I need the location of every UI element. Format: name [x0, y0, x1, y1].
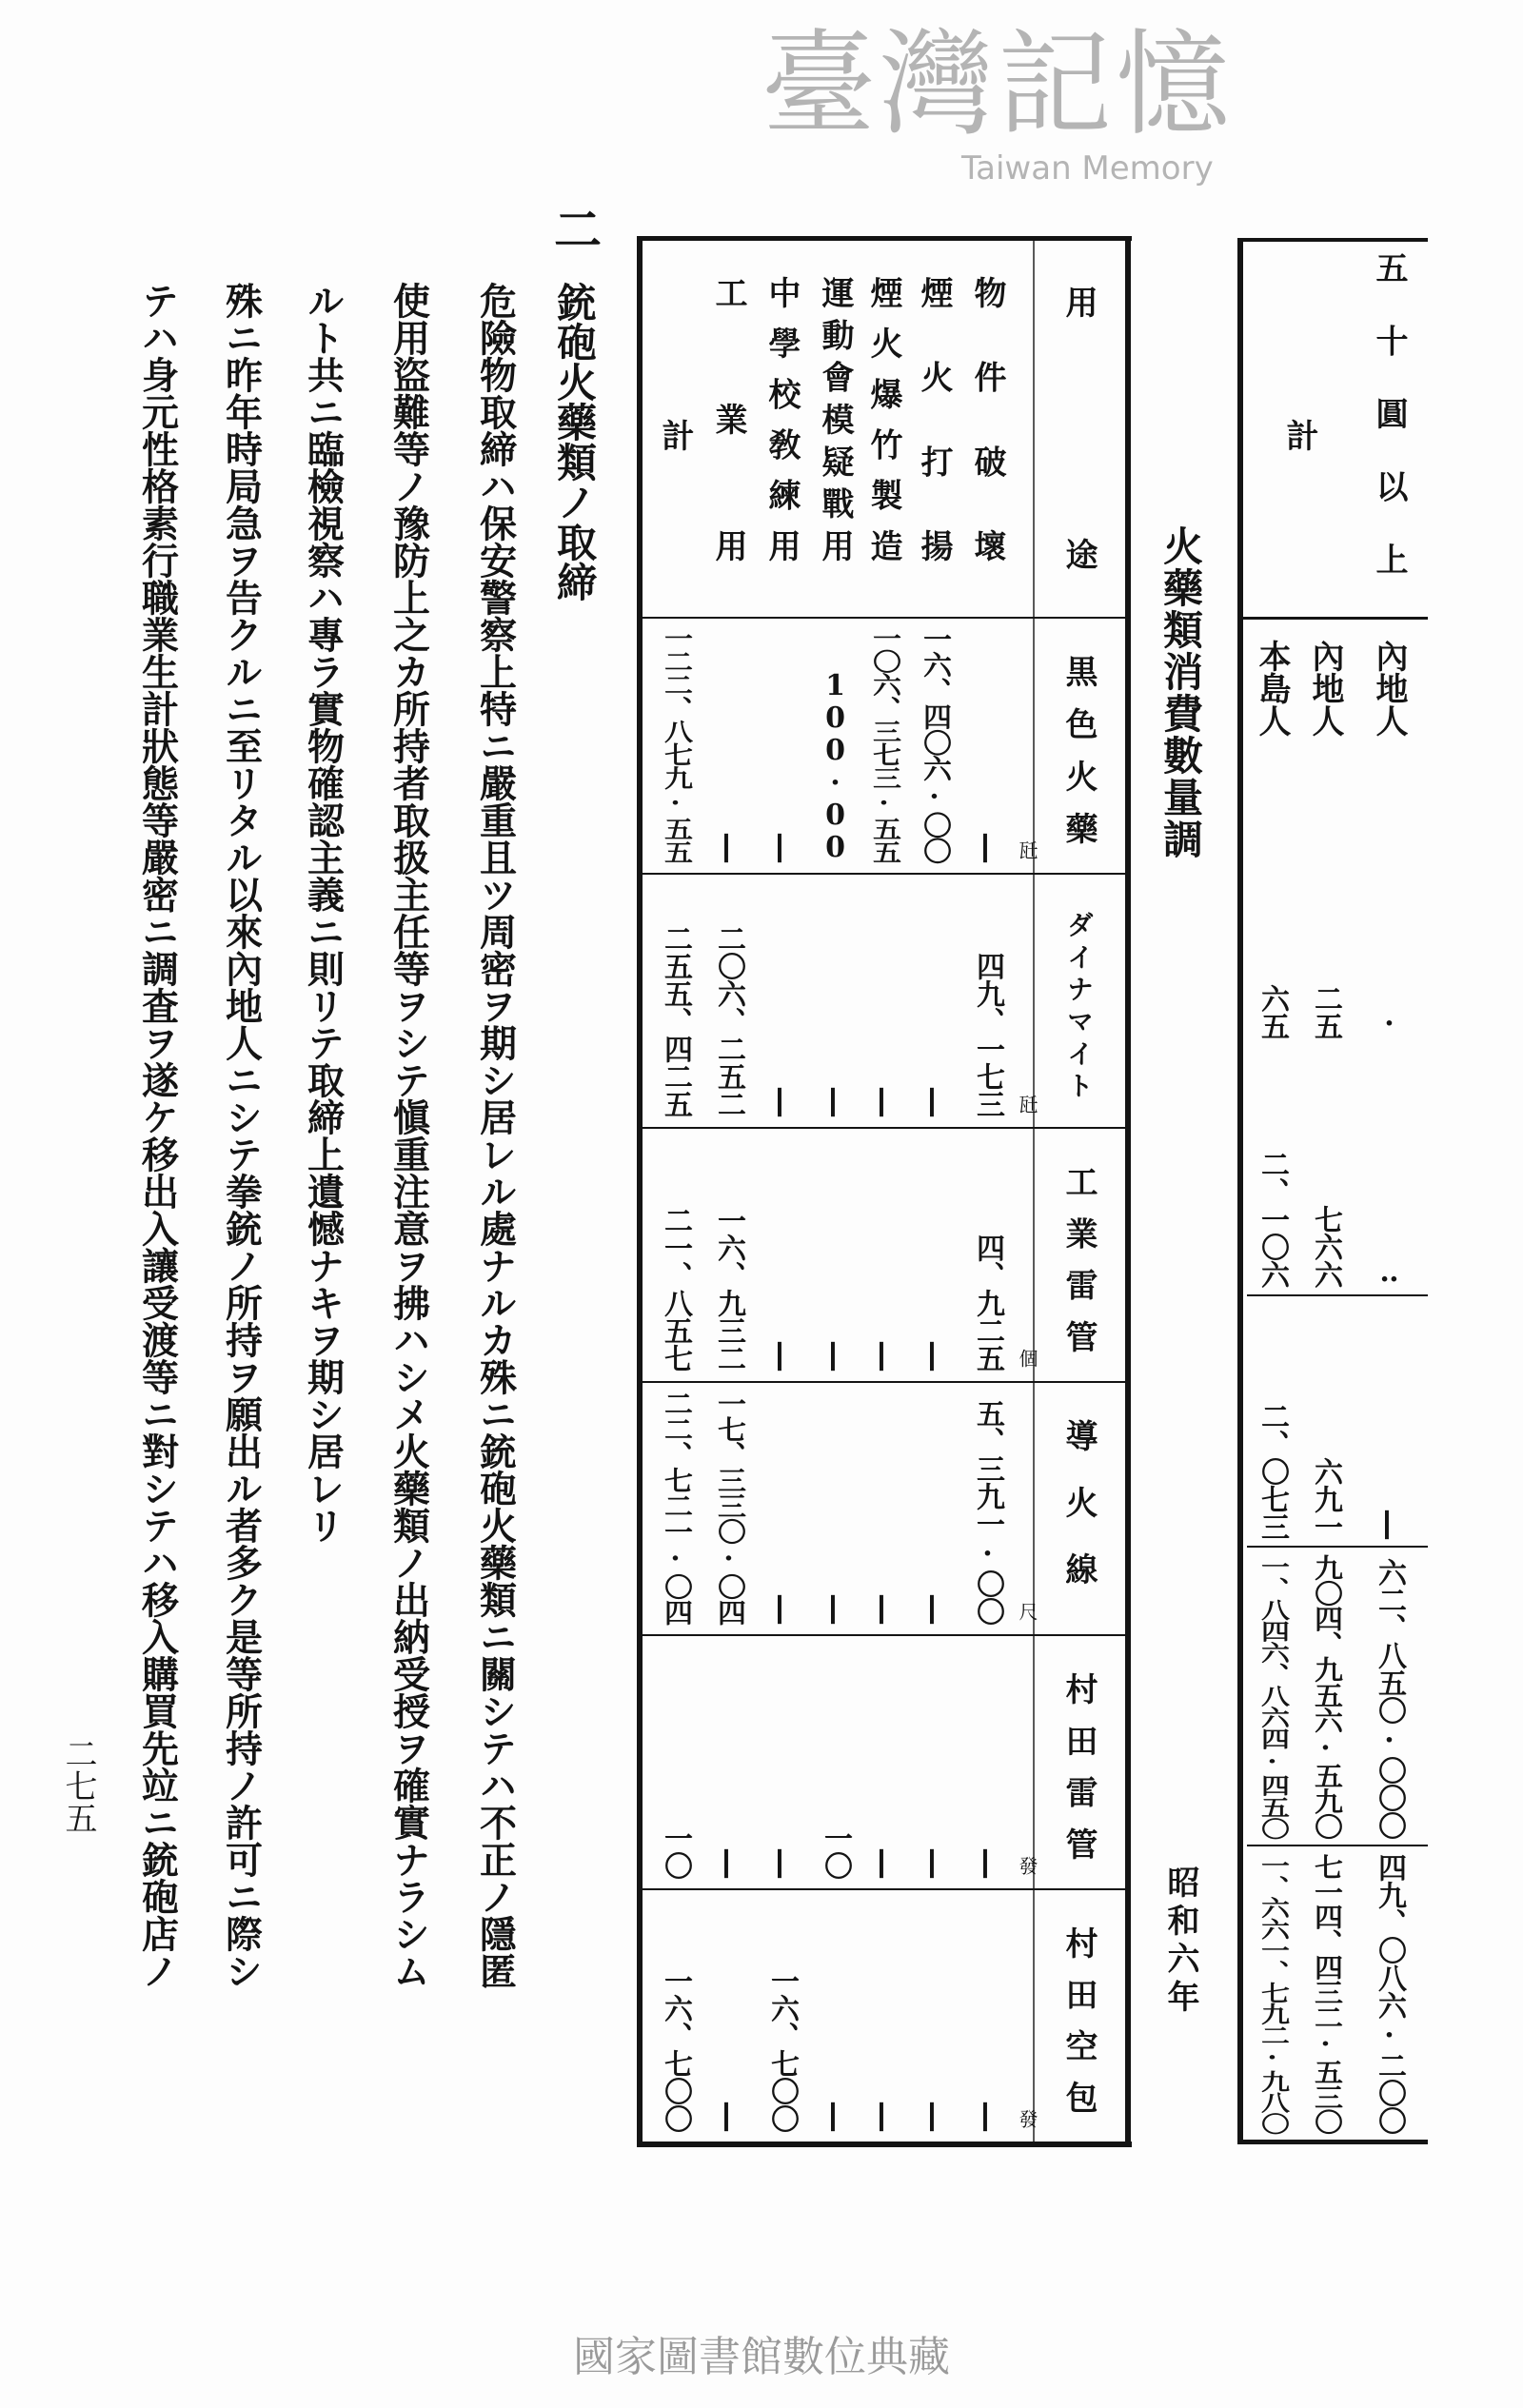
table-cell: —: [1370, 1509, 1408, 1540]
table-border: [1237, 238, 1243, 2143]
table-cell: —: [709, 832, 747, 863]
table-title: 火藥類消費數量調: [1157, 525, 1204, 860]
table-cell: 七六六: [1309, 1205, 1342, 1288]
table-cell: —: [915, 1086, 953, 1117]
table-cell: 一、六六一、七九二·九八〇: [1256, 1854, 1289, 2134]
table-cell: 四九、〇八六·二〇〇: [1373, 1853, 1406, 2134]
column-header: 煙火打揚: [915, 276, 953, 562]
header-total: 計: [1280, 419, 1318, 451]
table-cell: 一二二、八七九·五五: [659, 625, 692, 863]
table-cell: 一六、七〇〇: [659, 1966, 692, 2132]
table-cell: —: [816, 2101, 854, 2132]
column-header: 煙火爆竹製造: [864, 276, 902, 562]
page-number: 二七五: [59, 1737, 97, 1834]
row-divider: [643, 873, 1125, 875]
section-number: 二: [546, 205, 603, 252]
table-cell: ‥: [1373, 1255, 1406, 1288]
table-cell: —: [762, 1847, 801, 1879]
subheader-naichijin: 內地人: [1370, 640, 1408, 737]
watermark-subtitle: Taiwan Memory: [961, 149, 1214, 188]
table-cell: —: [915, 1340, 953, 1372]
header-fifty-yen-above: 五十圓以上: [1370, 251, 1408, 575]
table-cell: —: [816, 1086, 854, 1117]
unit-label: 個: [1016, 1349, 1038, 1368]
table-cell: 100·00: [819, 669, 852, 863]
table-cell: —: [968, 1847, 1006, 1879]
table-cell: —: [762, 1086, 801, 1117]
table-border: [1237, 2140, 1428, 2144]
body-line: 殊ニ昨年時局急ヲ告クルニ至リタル以來內地人ニシテ拳銃ノ所持ヲ願出ル者多ク是等所持ノ許可ニ際シ: [219, 282, 264, 1989]
table-cell: —: [864, 1847, 902, 1879]
row-item-label: 工業雷管: [1059, 1165, 1098, 1352]
body-line: 危險物取締ハ保安警察上特ニ嚴重且ツ周密ヲ期シ居レル處ナルカ殊ニ銃砲火藥類ニ關シテハ不正ノ隱匿: [473, 282, 518, 1989]
table-cell: 二、〇七三: [1256, 1402, 1289, 1540]
footer-archive-label: 國家圖書館數位典藏: [573, 2333, 950, 2381]
unit-label: 尺: [1016, 1602, 1038, 1621]
row-divider: [1247, 1546, 1428, 1548]
table-cell: —: [915, 1847, 953, 1879]
column-header: 物件破壞: [968, 276, 1006, 562]
table-cell: —: [864, 1086, 902, 1117]
unit-label: 發: [1016, 1856, 1038, 1875]
table-border: [1237, 238, 1428, 242]
subheader-naichijin-total: 內地人: [1306, 640, 1344, 737]
table-cell: —: [915, 2101, 953, 2132]
table-cell: 一〇: [819, 1824, 852, 1879]
subheader-hontojin: 本島人: [1253, 640, 1291, 737]
row-item-label: ダイナマイト: [1063, 911, 1095, 1098]
section-heading: 銃砲火藥類ノ取締: [551, 282, 598, 602]
table-cell: 九〇四、九五六·五九〇: [1309, 1554, 1342, 1839]
table-cell: —: [762, 1340, 801, 1372]
row-item-label: 導火線: [1059, 1419, 1098, 1585]
unit-label: 瓩: [1016, 1095, 1038, 1114]
table-cell: —: [709, 2101, 747, 2132]
table-cell: 六九一: [1309, 1457, 1342, 1540]
table-cell: 一〇: [659, 1824, 692, 1879]
table-cell: 一、八四六、八六四·四五〇: [1256, 1555, 1289, 1839]
table-cell: 二、一〇六: [1256, 1150, 1289, 1288]
table-year: 昭和六年: [1161, 1865, 1199, 2018]
row-divider: [643, 1888, 1125, 1890]
table-cell: 二五: [1309, 984, 1342, 1039]
row-divider: [643, 1634, 1125, 1636]
row-divider: [1247, 1845, 1428, 1846]
table-cell: —: [864, 2101, 902, 2132]
column-header: 運動會模疑戰用: [816, 276, 854, 562]
column-header: 工業用: [709, 276, 747, 562]
column-header: 中學校敎練用: [762, 276, 801, 562]
table-cell: 一六、四〇六·〇〇: [918, 625, 951, 863]
table-cell: 一七、三三〇·〇四: [712, 1390, 745, 1625]
table-cell: —: [816, 1593, 854, 1625]
body-line: テハ身元性格素行職業生計狀態等嚴密ニ調査ヲ遂ケ移出入讓受渡等ニ對シテハ移入購買先竝ニ銃砲店ノ: [135, 282, 180, 1989]
body-line: 使用盜難等ノ豫防上之カ所持者取扱主任等ヲシテ愼重注意ヲ拂ハシメ火藥類ノ出納受授ヲ確實ナラシム: [386, 282, 431, 1989]
row-divider: [643, 1381, 1125, 1383]
table-cell: 一六、九三二: [712, 1206, 745, 1372]
unit-label: 瓩: [1016, 840, 1038, 859]
body-line: ルト共ニ臨檢視察ハ專ラ實物確認主義ニ則リテ取締上遺憾ナキヲ期シ居レリ: [301, 282, 346, 1544]
watermark-logo: 臺灣記憶: [762, 19, 1234, 151]
table-cell: ·: [1373, 1007, 1406, 1039]
table-cell: —: [762, 1593, 801, 1625]
unit-label: 發: [1016, 2109, 1038, 2128]
row-divider: [643, 1127, 1125, 1129]
table-cell: 二〇六、二五二: [712, 924, 745, 1117]
table-cell: —: [968, 2101, 1006, 2132]
table-cell: 二五五、四二五: [659, 924, 692, 1117]
table-cell: 二一、八五七: [659, 1206, 692, 1372]
row-item-label: 黒色火藥: [1059, 655, 1098, 844]
table-cell: —: [816, 1340, 854, 1372]
header-use-2: 途: [1059, 538, 1098, 570]
table-cell: 四、九二五: [971, 1234, 1004, 1372]
table-cell: —: [762, 832, 801, 863]
header-use-1: 用: [1059, 286, 1098, 318]
table-cell: —: [968, 832, 1006, 863]
table-cell: 一〇六、三七三·五五: [867, 625, 900, 863]
table-cell: 五、三九一·〇〇: [971, 1399, 1004, 1625]
table-cell: 四九、一七三: [971, 952, 1004, 1117]
table-cell: 六五: [1256, 984, 1289, 1039]
table-cell: —: [864, 1340, 902, 1372]
table-cell: 六二、八五〇·〇〇〇: [1373, 1558, 1406, 1839]
table-cell: 一六、七〇〇: [765, 1966, 799, 2132]
row-divider: [1247, 1294, 1428, 1296]
table-cell: —: [915, 1593, 953, 1625]
table-cell: —: [709, 1847, 747, 1879]
table-divider: [1237, 617, 1428, 620]
row-item-label: 村田空包: [1059, 1926, 1098, 2113]
table-cell: 七一四、四三二·五三〇: [1309, 1853, 1342, 2134]
column-header: 計: [656, 419, 694, 451]
row-item-label: 村田雷管: [1059, 1672, 1098, 1860]
table-cell: 二二、七二一·〇四: [659, 1390, 692, 1625]
table-cell: —: [864, 1593, 902, 1625]
